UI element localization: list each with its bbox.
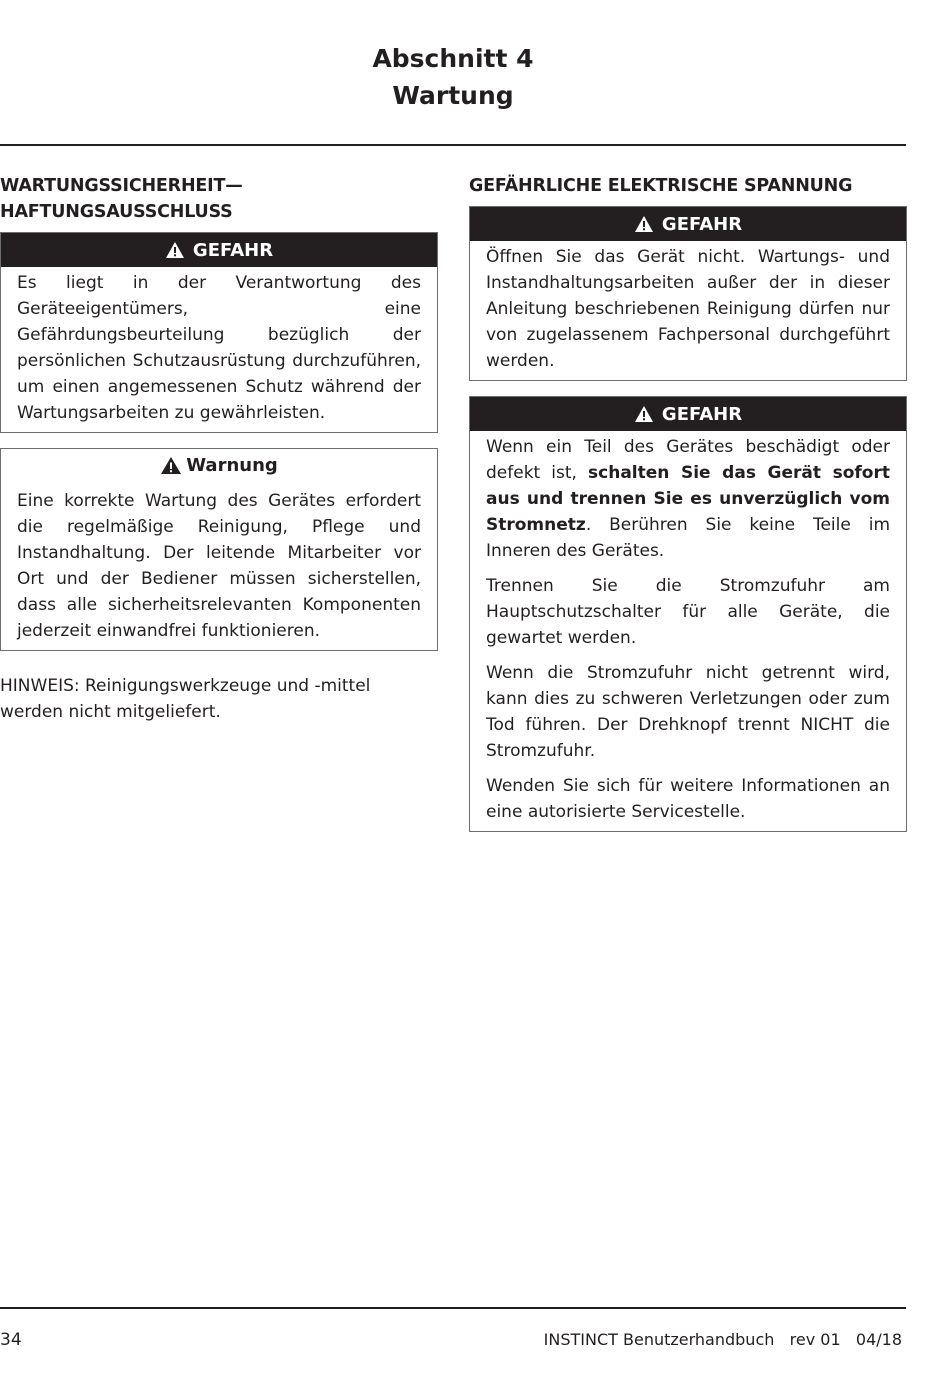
danger-box-body <box>1 267 437 432</box>
note-text: HINWEIS: Reinigungswerkzeuge und -mittel werden nicht mitgeliefert. <box>0 676 371 722</box>
warning-text: Eine korrekte Wartung des Gerätes erfordert die regelmäßige Reinigung, Pflege und Instandhaltung. Der leitende Mitarbeiter vor Ort und der Bediener müssen sicherstellen, dass alle sicherheitsrelevanten Komponenten jederzeit einwandfrei funktionieren. <box>17 491 421 641</box>
danger-label: GEFAHR <box>661 403 743 425</box>
danger-text: Es liegt in der Verantwortung des Geräteeigentümers, eine Gefährdungsbeurteilung bezüglich der persönlichen Schutzausrüstung durchzuführen, um einen angemessenen Schutz während der Wartungsarbeiten zu gewährleisten. <box>17 273 421 423</box>
section-number: Abschnitt 4 <box>372 44 534 73</box>
warning-triangle-icon <box>634 405 654 423</box>
section-header <box>0 40 906 114</box>
danger-box-open-device <box>469 206 907 381</box>
right-heading: GEFÄHRLICHE ELEKTRISCHE SPANNUNG <box>469 176 853 196</box>
danger-box-ppe <box>0 232 438 433</box>
danger-box-header <box>470 397 906 431</box>
danger-paragraph-1: Wenn ein Teil des Gerätes beschädigt oder defekt ist, schalten Sie das Gerät sofort aus und trennen Sie es unverzüglich vom Stromnetz. Berühren Sie keine Teile im Inneren des Gerätes. <box>486 437 890 561</box>
section-title: Wartung <box>392 81 514 110</box>
warning-box-body <box>1 481 437 650</box>
warning-triangle-icon <box>165 241 185 259</box>
document-info: INSTINCT Benutzerhandbuch rev 01 04/18 <box>543 1330 902 1349</box>
danger-label: GEFAHR <box>192 239 274 261</box>
right-column <box>469 173 907 832</box>
danger-box-electrical <box>469 396 907 832</box>
danger-box-header <box>1 233 437 267</box>
danger-paragraph-2: Trennen Sie die Stromzufuhr am Hauptschutzschalter für alle Geräte, die gewartet werden. <box>486 576 890 648</box>
warning-triangle-icon <box>160 456 182 475</box>
danger-paragraph-3: Wenn die Stromzufuhr nicht getrennt wird, kann dies zu schweren Verletzungen oder zum Tod führen. Der Drehknopf trennt NICHT die Stromzufuhr. <box>486 663 890 761</box>
warning-box-maintenance <box>0 448 438 651</box>
danger-box-body <box>470 431 906 831</box>
footer-rule <box>0 1307 906 1309</box>
danger-label: GEFAHR <box>661 213 743 235</box>
header-rule <box>0 144 906 146</box>
left-heading: WARTUNGSSICHERHEIT— HAFTUNGSAUSSCHLUSS <box>0 176 243 222</box>
warning-triangle-icon <box>634 215 654 233</box>
warning-box-header <box>1 449 437 481</box>
danger-text: Öffnen Sie das Gerät nicht. Wartungs- und Instandhaltungsarbeiten außer der in dieser Anleitung beschriebenen Reinigung dürfen nur von zugelassenem Fachpersonal durchgeführt werden. <box>486 247 890 371</box>
page-number: 34 <box>0 1330 22 1350</box>
danger-box-header <box>470 207 906 241</box>
left-column <box>0 173 438 725</box>
danger-box-body <box>470 241 906 380</box>
danger-paragraph-4: Wenden Sie sich für weitere Informationen an eine autorisierte Servicestelle. <box>486 776 890 822</box>
emphasis-text: schalten Sie das Gerät sofort aus und trennen Sie es unverzüglich vom Stromnetz <box>486 463 890 535</box>
warning-label: Warnung <box>186 454 278 476</box>
